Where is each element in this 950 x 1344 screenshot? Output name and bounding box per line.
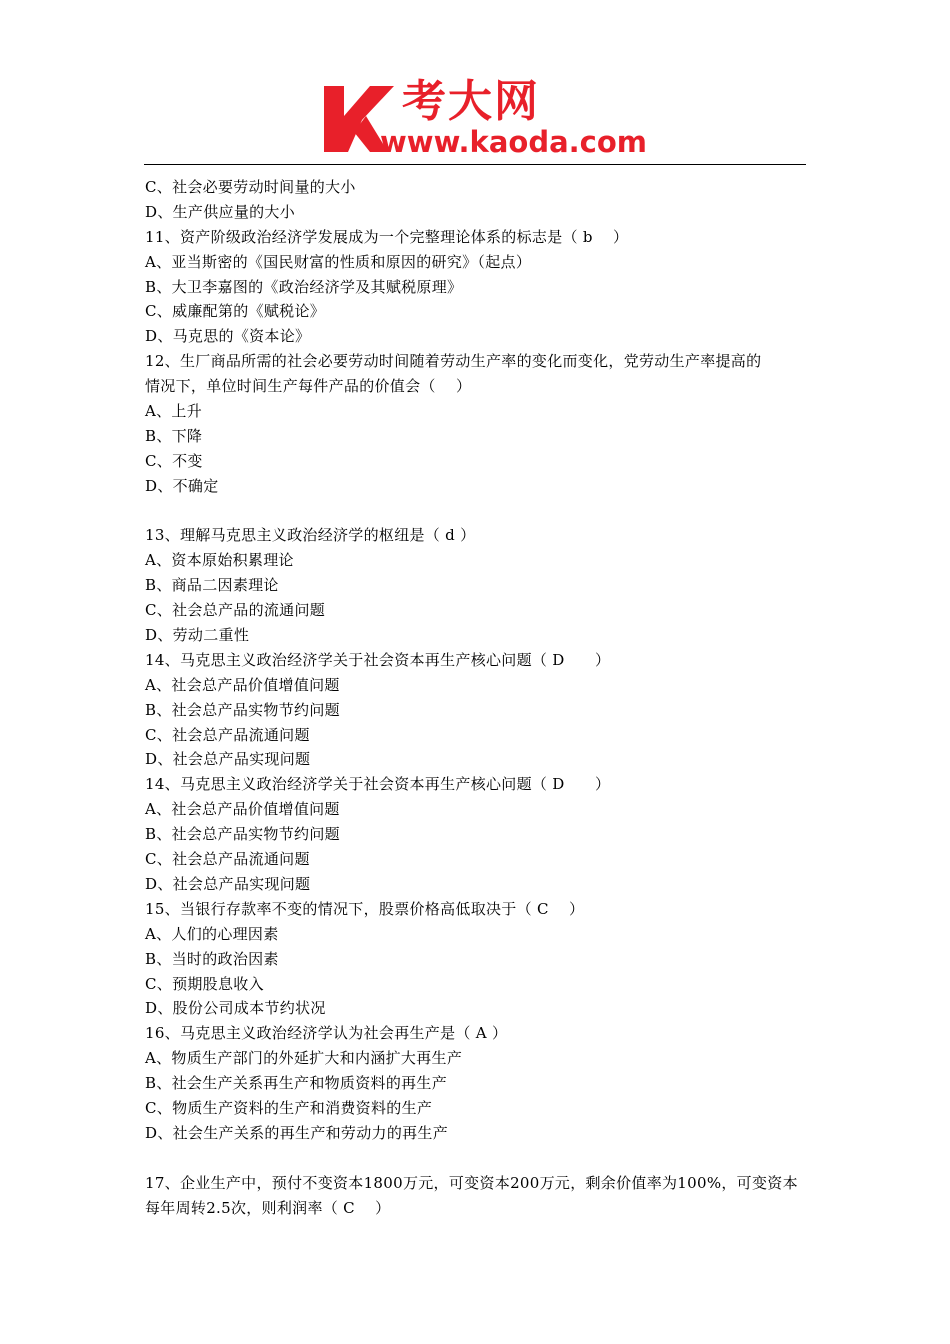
text-line: 12、生厂商品所需的社会必要劳动时间随着劳动生产率的变化而变化，党劳动生产率提高的 bbox=[145, 352, 762, 371]
text-line: 14、马克思主义政治经济学关于社会资本再生产核心问题（ D ） bbox=[145, 650, 611, 669]
text-line: D、劳动二重性 bbox=[145, 626, 250, 645]
logo-chinese-text: 考大网 bbox=[402, 76, 540, 127]
text-line: D、股份公司成本节约状况 bbox=[145, 999, 326, 1018]
blank-line bbox=[145, 1146, 809, 1171]
kaoda-logo bbox=[318, 76, 647, 164]
text-line: D、社会总产品实现问题 bbox=[145, 750, 311, 769]
text-line: 15、当银行存款率不变的情况下，股票价格高低取决于（ C ） bbox=[145, 899, 585, 918]
text-line: B、社会总产品实物节约问题 bbox=[145, 700, 340, 719]
text-line: A、上升 bbox=[145, 402, 203, 421]
text-line: 14、马克思主义政治经济学关于社会资本再生产核心问题（ D ） bbox=[145, 775, 611, 794]
text-line: 11、资产阶级政治经济学发展成为一个完整理论体系的标志是（ b ） bbox=[145, 227, 629, 246]
text-line: A、亚当斯密的《国民财富的性质和原因的研究》（起点） bbox=[145, 252, 532, 271]
text-line: C、社会总产品流通问题 bbox=[145, 725, 310, 744]
text-line: D、生产供应量的大小 bbox=[145, 202, 296, 221]
text-line: B、社会生产关系再生产和物质资料的再生产 bbox=[145, 1074, 448, 1093]
text-line: A、资本原始积累理论 bbox=[145, 551, 294, 570]
text-line: C、预期股息收入 bbox=[145, 974, 264, 993]
text-line: C、物质生产资料的生产和消费资料的生产 bbox=[145, 1098, 433, 1117]
text-line: D、不确定 bbox=[145, 476, 219, 495]
text-line: D、马克思的《资本论》 bbox=[145, 327, 311, 346]
text-line: 13、理解马克思主义政治经济学的枢纽是（ d ） bbox=[145, 526, 476, 545]
text-line: A、人们的心理因素 bbox=[145, 924, 279, 943]
header-divider bbox=[144, 164, 806, 165]
text-line: C、社会总产品流通问题 bbox=[145, 850, 310, 869]
text-line: 17、企业生产中，预付不变资本1800万元，可变资本200万元，剩余价值率为100%，可变资本 bbox=[145, 1173, 798, 1192]
text-line: A、物质生产部门的外延扩大和内涵扩大再生产 bbox=[145, 1049, 463, 1068]
text-line: B、大卫李嘉图的《政治经济学及其赋税原理》 bbox=[145, 277, 463, 296]
text-line: A、社会总产品价值增值问题 bbox=[145, 675, 340, 694]
text-line: C、不变 bbox=[145, 451, 203, 470]
document-body bbox=[145, 175, 809, 1220]
text-line: A、社会总产品价值增值问题 bbox=[145, 800, 340, 819]
logo-url-text: www.kaoda.com bbox=[380, 125, 647, 159]
text-line: D、社会总产品实现问题 bbox=[145, 874, 311, 893]
text-line: B、下降 bbox=[145, 426, 203, 445]
text-line: 情况下，单位时间生产每件产品的价值会（ ） bbox=[145, 377, 472, 396]
text-line: B、社会总产品实物节约问题 bbox=[145, 825, 340, 844]
text-line: C、社会总产品的流通问题 bbox=[145, 601, 326, 620]
text-line: B、商品二因素理论 bbox=[145, 576, 279, 595]
text-line: 每年周转2.5次，则利润率（ C ） bbox=[145, 1198, 391, 1217]
text-line: B、当时的政治因素 bbox=[145, 949, 279, 968]
text-line: 16、马克思主义政治经济学认为社会再生产是（ A ） bbox=[145, 1024, 508, 1043]
text-line: C、威廉配第的《赋税论》 bbox=[145, 302, 326, 321]
text-line: D、社会生产关系的再生产和劳动力的再生产 bbox=[145, 1123, 449, 1142]
text-line: C、社会必要劳动时间量的大小 bbox=[145, 178, 356, 196]
blank-line bbox=[145, 499, 809, 524]
